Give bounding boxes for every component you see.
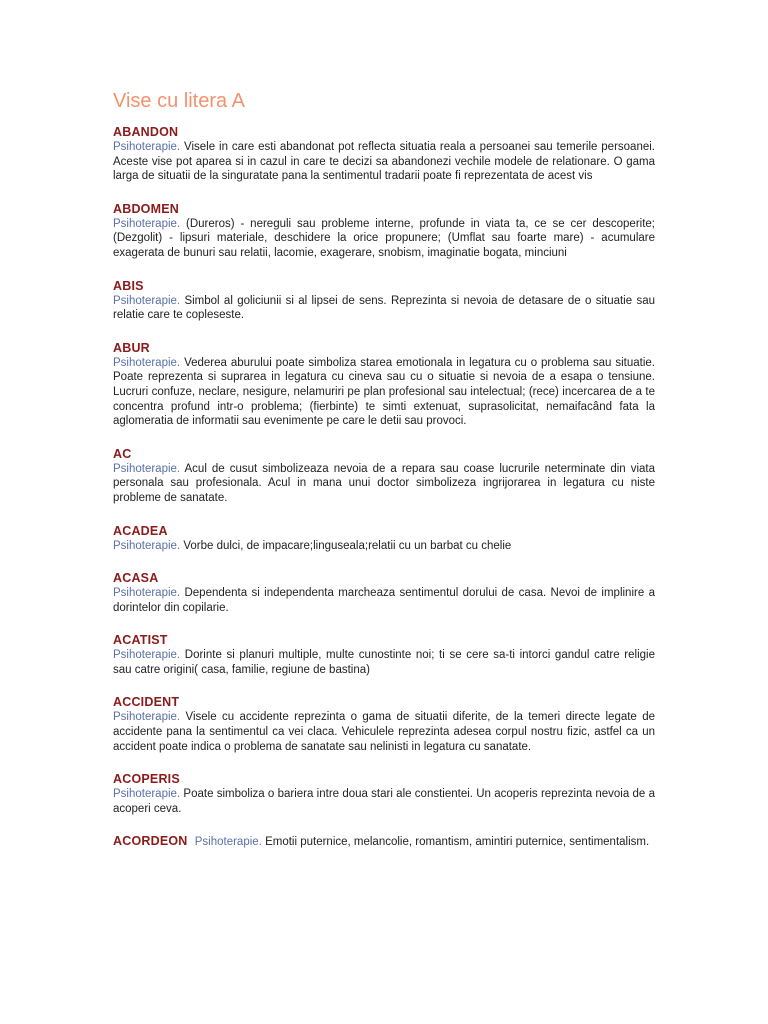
entry-term: AC bbox=[113, 446, 132, 461]
entry-body bbox=[113, 217, 655, 261]
entry-term: ABIS bbox=[113, 278, 144, 293]
entry-accident bbox=[113, 695, 655, 754]
entry-text: Poate simboliza o bariera intre doua stari ale constientei. Un acoperis reprezinta nevoia de a acoperi ceva. bbox=[113, 788, 655, 815]
entry-term: ACOPERIS bbox=[113, 772, 180, 787]
entry-tag: Psihoterapie. bbox=[113, 217, 181, 230]
entry-body bbox=[113, 648, 655, 677]
entry-tag: Psihoterapie. bbox=[113, 462, 181, 475]
document-page bbox=[113, 88, 655, 868]
entry-acoperis bbox=[113, 772, 655, 816]
entry-text: Acul de cusut simbolizeaza nevoia de a repara sau coase lucrurile neterminate din viata personala sau profesionala. Acul in mana unui doctor simbolizeza ingrijorarea in legatura cu niste probleme de sanatate. bbox=[113, 462, 655, 504]
entry-term: ACATIST bbox=[113, 633, 168, 648]
entry-body bbox=[113, 586, 655, 615]
entry-body bbox=[113, 462, 655, 506]
entry-ac bbox=[113, 447, 655, 506]
entry-term: ABANDON bbox=[113, 125, 179, 139]
entry-text: Vorbe dulci, de impacare;linguseala;relatii cu un barbat cu chelie bbox=[183, 539, 512, 552]
entry-text: Emotii puternice, melancolie, romantism, amintiri puternice, sentimentalism. bbox=[265, 836, 650, 849]
entry-abur bbox=[113, 341, 655, 429]
entry-acadea bbox=[113, 524, 655, 554]
entry-acasa bbox=[113, 571, 655, 615]
entry-tag: Psihoterapie. bbox=[113, 711, 181, 724]
entry-abdomen bbox=[113, 202, 655, 261]
entry-tag: Psihoterapie. bbox=[113, 294, 181, 307]
entry-tag: Psihoterapie. bbox=[113, 788, 181, 801]
entry-body bbox=[113, 787, 655, 816]
entry-text: Dependenta si independenta marcheaza sentimentul dorului de casa. Nevoi de implinire a dorintelor din copilarie. bbox=[113, 587, 655, 614]
entry-tag: Psihoterapie. bbox=[113, 141, 181, 153]
entry-text: Dorinte si planuri multiple, multe cunostinte noi; ti se cere sa-ti intorci gandul catre religie sau catre origini( casa, familie, regiune de bastina) bbox=[113, 649, 655, 676]
entry-text: (Dureros) - nereguli sau probleme interne, profunde in viata ta, ce se cer descoperite; (Dezgolit) - lipsuri materiale, deschidere la orice propunere; (Umflat sau foarte mare) - acumulare exagerata de bunuri sau relatii, lacomie, exagerare, snobism, imaginatie bogata, minciuni bbox=[113, 217, 655, 259]
entry-tag: Psihoterapie. bbox=[113, 356, 181, 369]
entry-body bbox=[195, 836, 649, 848]
entry-term: ABDOMEN bbox=[113, 201, 179, 216]
entry-text: Simbol al goliciunii si al lipsei de sens. Reprezinta si nevoia de detasare de o situatie sau relatie care te copleseste. bbox=[113, 294, 655, 322]
entry-text: Visele cu accidente reprezinta o gama de situatii diferite, de la temeri directe legate de accidente pana la sentimentul ca vei claca. Vehiculele reprezinta adesea corpul nostru fizic, astfel ca un accident poate indica o problema de sanatate sau nelinisti in legatura cu sanatate. bbox=[113, 711, 655, 753]
entry-acatist bbox=[113, 633, 655, 677]
entry-tag: Psihoterapie. bbox=[194, 836, 262, 849]
entry-acordeon bbox=[113, 834, 655, 850]
entry-term: ACASA bbox=[113, 571, 159, 586]
entry-tag: Psihoterapie. bbox=[113, 587, 181, 600]
entry-text: Vederea aburului poate simboliza starea emotionala in legatura cu o problema sau situatie. Poate reprezenta si suprarea in legatura cu cineva sau cu o situatie si nevoia de a esapa o tensiune. Lucruri confuze, neclare, nesigure, nelamuriri pe plan profesional sau intelectual; (rece) incercarea de a te concentra profund intr-o problema; (fierbinte) te simti extenuat, suprasolicitat, nemaifacând fata la aglomeratia de informatii sau evenimente pe care le detii sau provoci. bbox=[113, 356, 656, 428]
entry-term: ACORDEON bbox=[113, 834, 188, 849]
page-title: Vise cu litera A bbox=[113, 90, 245, 112]
entry-tag: Psihoterapie. bbox=[113, 649, 181, 662]
entry-abis bbox=[113, 279, 655, 323]
entry-body bbox=[113, 539, 655, 554]
entry-body bbox=[113, 710, 655, 754]
entry-body bbox=[113, 294, 655, 323]
entry-text: Visele in care esti abandonat pot reflecta situatia reala a persoanei sau temerile persoanei. Aceste vise pot aparea si in cazul in care te decizi sa abandonezi vechile modele de relationare. O gama larga de situatii de la singuratate pana la sentimentul tradarii poate fi reprezentata de acest vis bbox=[113, 141, 655, 183]
entry-body bbox=[113, 140, 655, 184]
entry-term: ACADEA bbox=[113, 523, 168, 538]
entry-term: ABUR bbox=[113, 340, 150, 355]
entry-tag: Psihoterapie. bbox=[113, 539, 181, 552]
entry-term: ACCIDENT bbox=[113, 695, 180, 710]
entry-body bbox=[113, 356, 655, 429]
entry-abandon bbox=[113, 125, 655, 184]
